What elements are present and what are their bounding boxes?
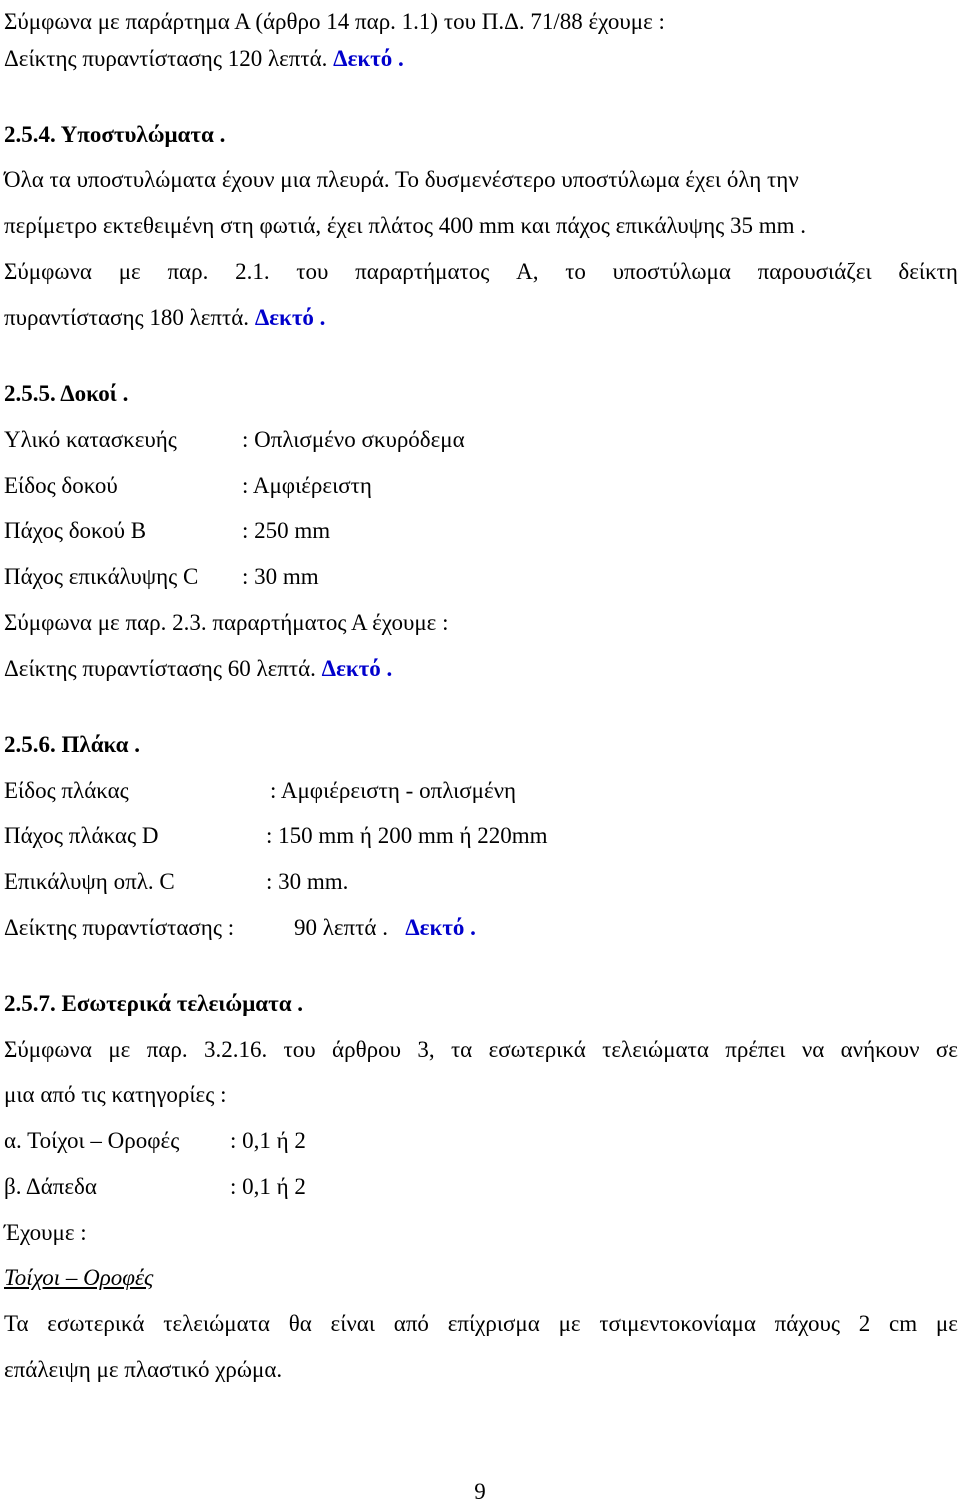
word: τα <box>450 1037 473 1062</box>
beam-row <box>4 426 465 454</box>
category-row <box>4 1127 306 1155</box>
word: από <box>393 1311 429 1336</box>
row-value: : 30 mm. <box>266 869 349 894</box>
word: Τα <box>4 1311 29 1336</box>
columns-index-line <box>4 304 325 332</box>
slab-row <box>4 822 548 850</box>
word: 3.2.16. <box>203 1037 268 1062</box>
accepted-label: Δεκτό . <box>321 656 393 681</box>
word: Σύμφωνα <box>4 1037 92 1062</box>
word: τσιμεντοκονίαμα <box>599 1311 756 1336</box>
word: παρουσιάζει <box>757 259 872 284</box>
word: Α, <box>516 259 539 284</box>
section-heading-beams: 2.5.5. Δοκοί . <box>4 381 129 406</box>
word: εσωτερικά <box>47 1311 145 1336</box>
beam-row <box>4 563 319 591</box>
word: τελειώματα <box>602 1037 709 1062</box>
word: με <box>558 1311 581 1336</box>
row-label: Επικάλυψη οπλ. C <box>4 869 175 894</box>
word: δείκτη <box>898 259 958 284</box>
subheading-walls-ceilings: Τοίχοι – Οροφές <box>4 1265 154 1290</box>
word: παρ. <box>146 1037 188 1062</box>
word: πρέπει <box>725 1037 786 1062</box>
row-label: Υλικό κατασκευής <box>4 427 177 452</box>
word: θα <box>288 1311 312 1336</box>
finishes-body <box>4 1310 958 1338</box>
word: υποστύλωμα <box>612 259 731 284</box>
accepted-label: Δεκτό . <box>333 46 404 71</box>
category-value: : 0,1 ή 2 <box>230 1128 306 1153</box>
finishes-reference <box>4 1036 958 1064</box>
row-value: : 150 mm ή 200 mm ή 220mm <box>266 823 548 848</box>
have-line: Έχουμε : <box>4 1220 87 1245</box>
row-label: Πάχος πλάκας D <box>4 823 159 848</box>
word: παρ. <box>167 259 209 284</box>
intro-line: Σύμφωνα με παράρτημα Α (άρθρο 14 παρ. 1.1) του Π.Δ. 71/88 έχουμε : <box>4 9 665 34</box>
index-text: πυραντίστασης 180 λεπτά. <box>4 305 250 330</box>
beam-row <box>4 517 331 545</box>
word: του <box>296 259 329 284</box>
columns-paragraph-line: Όλα τα υποστυλώματα έχουν μια πλευρά. Το δυσμενέστερο υποστύλωμα έχει όλη την <box>4 167 799 192</box>
word: άρθρου <box>332 1037 401 1062</box>
slab-index-line <box>4 914 476 942</box>
word: με <box>108 1037 131 1062</box>
columns-paragraph-line: περίμετρο εκτεθειμένη στη φωτιά, έχει πλάτος 400 mm και πάχος επικάλυψης 35 mm . <box>4 213 806 238</box>
finishes-body-end: επάλειψη με πλαστικό χρώμα. <box>4 1357 283 1382</box>
index-text: Δείκτης πυραντίστασης 120 λεπτά. <box>4 46 328 71</box>
index-text: Δείκτης πυραντίστασης 60 λεπτά. <box>4 656 316 681</box>
category-value: : 0,1 ή 2 <box>230 1174 306 1199</box>
word: με <box>935 1311 958 1336</box>
word: Σύμφωνα <box>4 259 92 284</box>
word: είναι <box>330 1311 376 1336</box>
index-value-group <box>294 914 476 942</box>
slab-row <box>4 868 349 896</box>
accepted-label: Δεκτό . <box>254 305 326 330</box>
word: σε <box>935 1037 958 1062</box>
row-value: : Αμφιέρειστη <box>242 473 372 498</box>
category-row <box>4 1173 306 1201</box>
index-label: Δείκτης πυραντίστασης : <box>4 915 235 940</box>
row-value: : 250 mm <box>242 518 331 543</box>
beams-reference: Σύμφωνα με παρ. 2.3. παραρτήματος Α έχουμε : <box>4 610 449 635</box>
word: 2.1. <box>235 259 270 284</box>
section-heading-columns: 2.5.4. Υποστυλώματα . <box>4 122 226 147</box>
columns-paragraph-line <box>4 258 958 286</box>
intro-index-line <box>4 45 404 73</box>
word: τελειώματα <box>163 1311 270 1336</box>
word: 3, <box>417 1037 435 1062</box>
finishes-reference-end: μια από τις κατηγορίες : <box>4 1082 227 1107</box>
row-label: Πάχος δοκού Β <box>4 518 147 543</box>
beam-row <box>4 472 372 500</box>
page-number: 9 <box>474 1479 486 1504</box>
row-label: Είδος πλάκας <box>4 778 129 803</box>
row-label: Πάχος επικάλυψης C <box>4 564 199 589</box>
word: να <box>801 1037 825 1062</box>
word: ανήκουν <box>840 1037 920 1062</box>
word: cm <box>889 1311 918 1336</box>
word: με <box>118 259 141 284</box>
index-value: 90 λεπτά . <box>294 915 388 940</box>
slab-row <box>4 777 517 805</box>
beams-index-line <box>4 655 392 683</box>
row-label: Είδος δοκού <box>4 473 118 498</box>
word: επίχρισμα <box>447 1311 540 1336</box>
category-label: α. Τοίχοι – Οροφές <box>4 1128 180 1153</box>
word: εσωτερικά <box>488 1037 586 1062</box>
section-heading-finishes: 2.5.7. Εσωτερικά τελειώματα . <box>4 991 304 1016</box>
word: 2 <box>858 1311 871 1336</box>
word: του <box>283 1037 316 1062</box>
section-heading-slab: 2.5.6. Πλάκα . <box>4 732 140 757</box>
word: πάχους <box>774 1311 841 1336</box>
accepted-label: Δεκτό . <box>405 915 476 940</box>
row-value: : 30 mm <box>242 564 319 589</box>
word: παραρτήματος <box>355 259 490 284</box>
word: το <box>565 259 586 284</box>
category-label: β. Δάπεδα <box>4 1174 97 1199</box>
row-value: : Οπλισμένο σκυρόδεμα <box>242 427 465 452</box>
row-value: : Αμφιέρειστη - οπλισμένη <box>270 778 517 803</box>
